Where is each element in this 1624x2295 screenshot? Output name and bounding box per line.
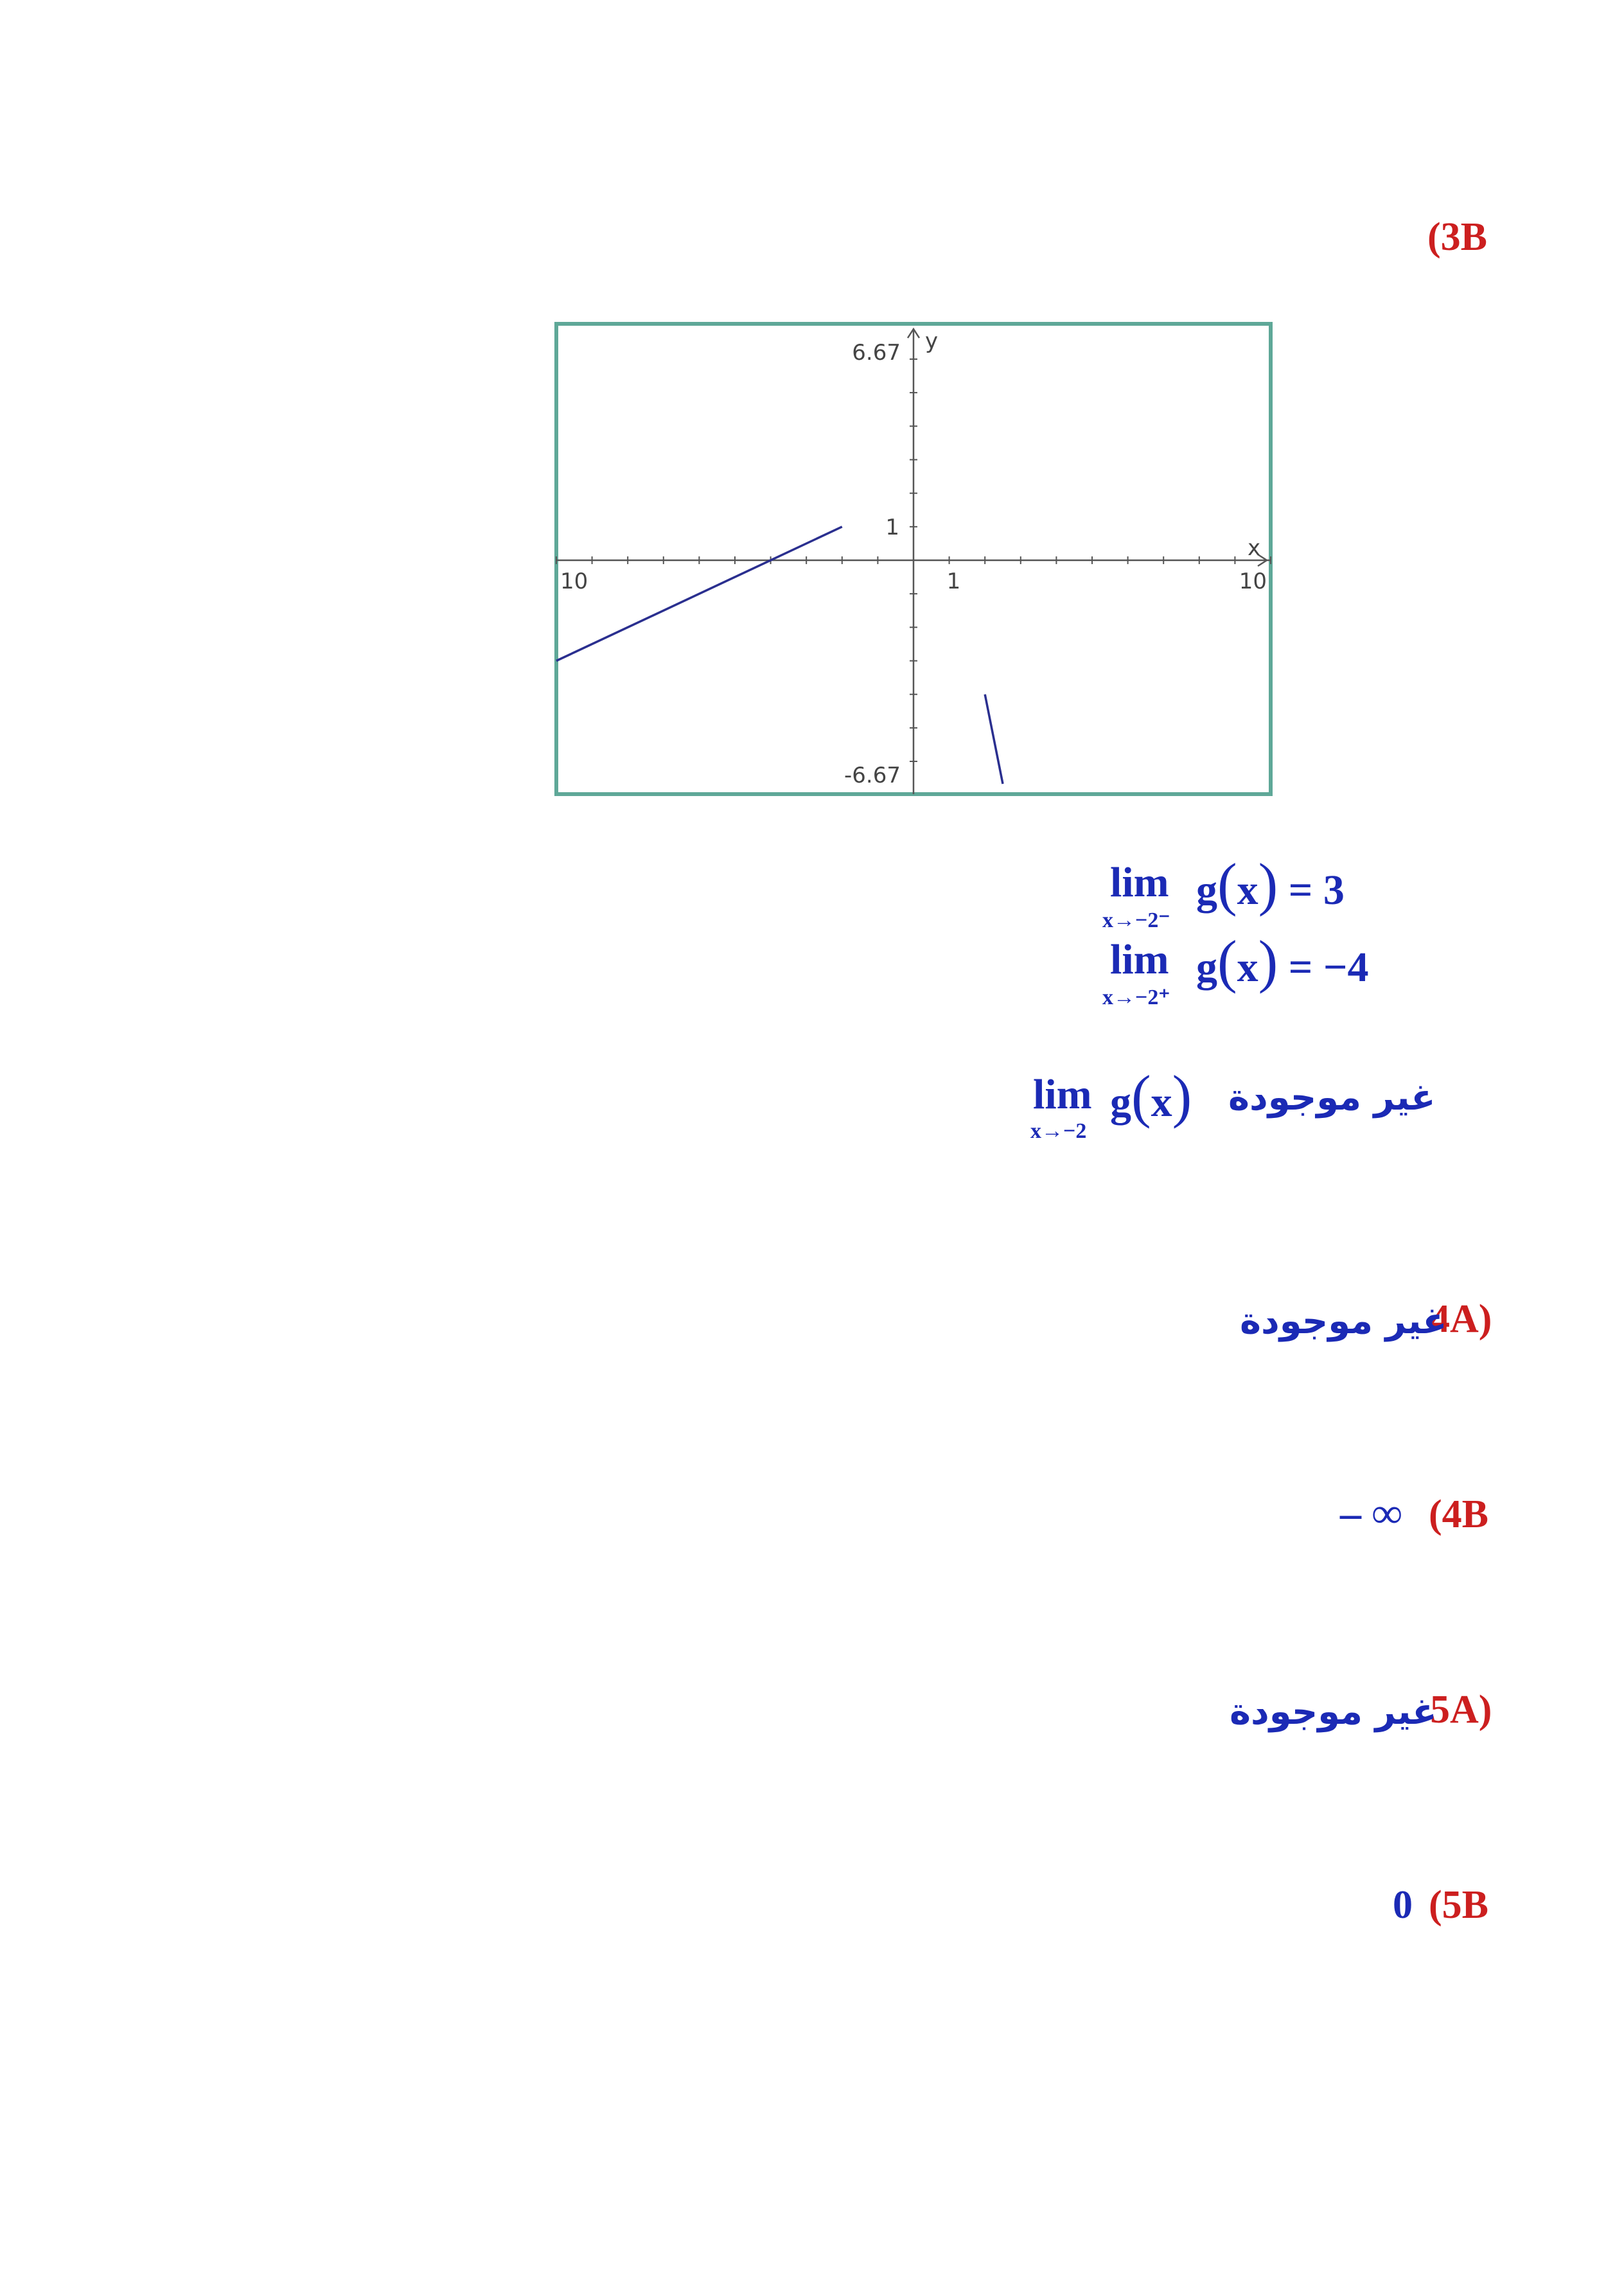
limit-right-var: x: [1237, 944, 1258, 991]
tick-label-ymax: 6.67: [852, 340, 901, 366]
close-paren: ): [1258, 928, 1278, 994]
question-label-4b: (4B: [1429, 1493, 1488, 1536]
limit-two-sided-lim: lim: [1033, 1071, 1092, 1118]
tick-label-xmin: 10: [560, 569, 588, 594]
answer-5a: غير موجودة: [1230, 1691, 1437, 1733]
limit-two-sided-dne: غير موجودة: [1228, 1077, 1436, 1119]
limit-left-var: x: [1237, 867, 1258, 914]
answer-4b: – ∞: [1340, 1490, 1402, 1537]
tick-label-xmax: 10: [1239, 569, 1267, 594]
question-label-4a: 4A): [1430, 1297, 1492, 1341]
function-graph: [554, 321, 1273, 797]
open-paren: (: [1217, 928, 1237, 994]
open-paren: (: [1131, 1063, 1151, 1129]
close-paren: ): [1258, 851, 1278, 917]
limit-left-rhs: = 3: [1288, 867, 1345, 914]
limit-left-expression: [1196, 851, 1345, 917]
open-paren: (: [1217, 851, 1237, 917]
limit-two-sided-fn: g: [1110, 1079, 1131, 1126]
graph-svg: [554, 321, 1273, 797]
limit-two-sided-expression: [1110, 1063, 1192, 1129]
limit-two-sided-var: x: [1151, 1079, 1172, 1126]
tick-label-x1: 1: [946, 569, 961, 594]
tick-label-y1: 1: [885, 514, 899, 540]
limit-right-fn: g: [1196, 944, 1217, 991]
x-axis-label: x: [1248, 535, 1261, 561]
limit-right-approach: x→−2⁺: [1102, 986, 1170, 1009]
limit-left-fn: g: [1196, 867, 1217, 914]
limit-right-expression: [1196, 928, 1369, 994]
question-label-5b: (5B: [1429, 1883, 1488, 1927]
answer-5b: 0: [1393, 1883, 1413, 1927]
question-label-3b: (3B: [1427, 215, 1487, 259]
answer-4a: غير موجودة: [1240, 1300, 1447, 1342]
tick-label-ymin: -6.67: [844, 763, 901, 788]
limit-right-lim: lim: [1110, 936, 1169, 983]
limit-two-sided-approach: x→−2: [1030, 1119, 1087, 1143]
limit-left-approach: x→−2⁻: [1102, 908, 1170, 932]
question-label-5a: 5A): [1430, 1688, 1492, 1732]
y-axis-label: y: [925, 328, 939, 354]
limit-left-lim: lim: [1110, 859, 1169, 906]
close-paren: ): [1172, 1063, 1192, 1129]
limit-right-rhs: = −4: [1288, 944, 1369, 991]
